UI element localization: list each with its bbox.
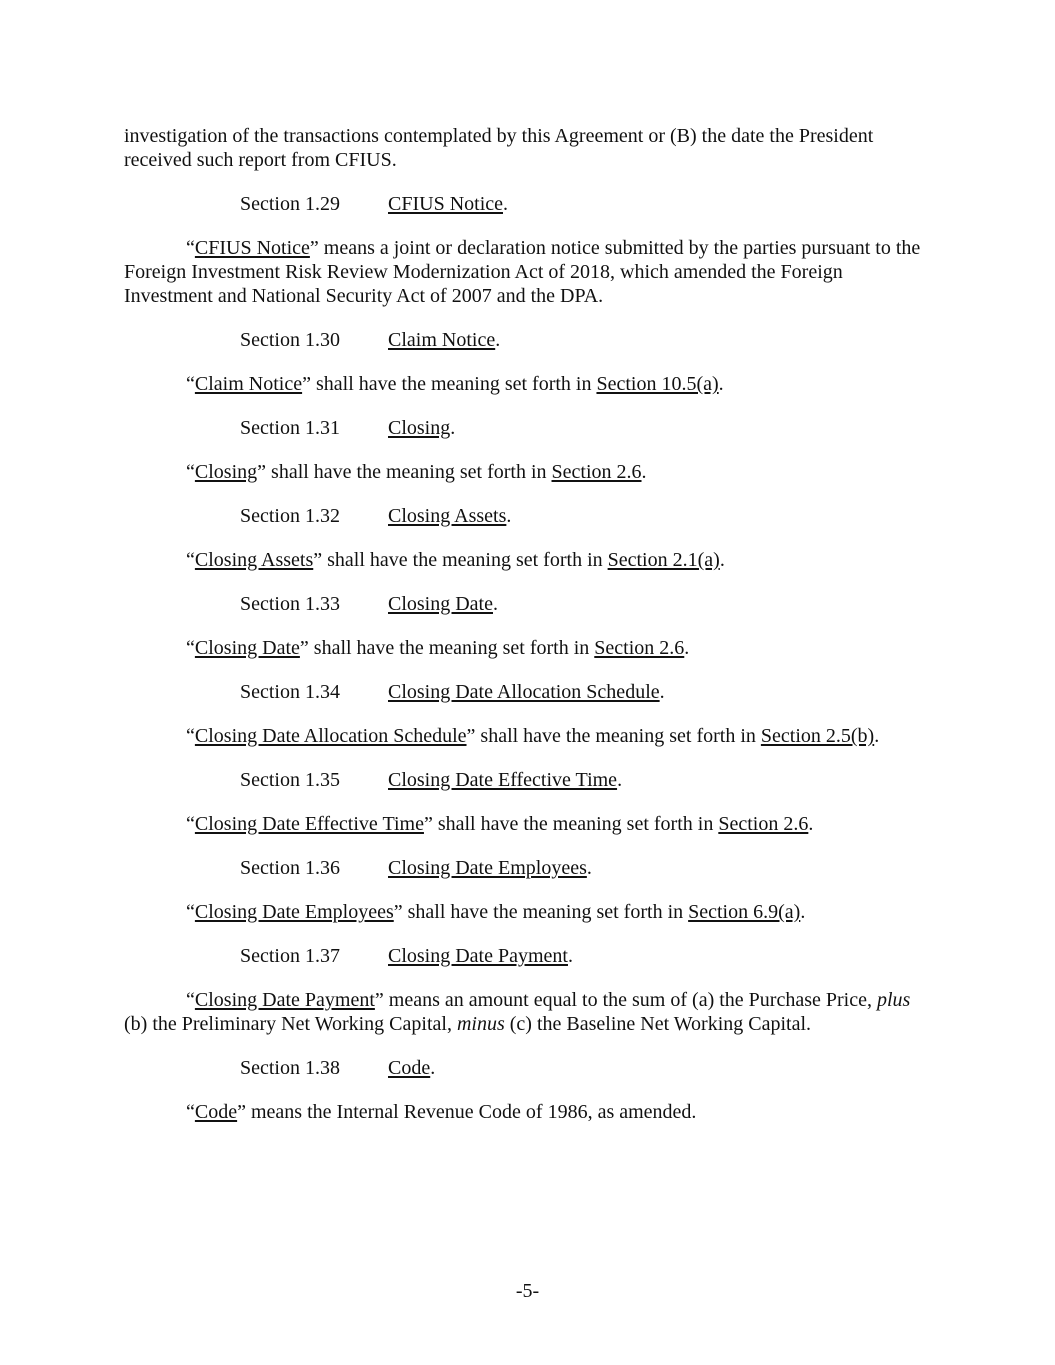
section-heading-1-29: Section 1.29 CFIUS Notice. [240, 193, 508, 215]
cross-reference: Section 2.6 [551, 461, 642, 483]
minus-word: minus [456, 1013, 505, 1035]
cross-reference: Section 10.5(a) [596, 373, 719, 395]
section-heading-1-35: Section 1.35 Closing Date Effective Time. [240, 769, 623, 791]
definition-closing: “Closing” shall have the meaning set forth in Section 2.6. [186, 461, 647, 483]
section-number: Section 1.34 [240, 681, 340, 703]
section-number: Section 1.37 [240, 945, 340, 967]
section-title: Closing Date Effective Time [388, 769, 618, 791]
cross-reference: Section 6.9(a) [688, 901, 801, 923]
definition-text: means a joint or declaration notice submitted by the parties pursuant to the Foreign Investment Risk Review Modernization Act of 2018, which amended the Foreign Investment and National Security Act of 2007 and the DPA. [124, 237, 921, 307]
defined-term: CFIUS Notice [194, 237, 310, 259]
section-heading-1-30: Section 1.30 Claim Notice. [240, 329, 501, 351]
cross-reference: Section 2.5(b) [760, 725, 875, 747]
definition-text: (c) the Baseline Net Working Capital. [504, 1013, 812, 1035]
definition-code: “Code” means the Internal Revenue Code of 1986, as amended. [186, 1101, 697, 1123]
definition-text: shall have the meaning set forth in [308, 637, 595, 659]
definition-claim-notice: “Claim Notice” shall have the meaning set forth in Section 10.5(a). [186, 373, 724, 395]
section-title: Closing Date Employees [388, 857, 587, 879]
definition-text: shall have the meaning set forth in [432, 813, 719, 835]
definition-closing-date-payment: “Closing Date Payment” means an amount equal to the sum of (a) the Purchase Price, plus (b) the Preliminary Net Working Capital, minus (c) the Baseline Net Working Capital. [124, 989, 911, 1035]
section-title: Claim Notice [388, 329, 496, 351]
defined-term: Closing Date Allocation Schedule [194, 725, 467, 747]
section-number: Section 1.30 [240, 329, 340, 351]
definition-text: means the Internal Revenue Code of 1986, as amended. [246, 1101, 697, 1123]
plus-word: plus [876, 989, 911, 1011]
defined-term: Closing Date Employees [194, 901, 394, 923]
section-number: Section 1.38 [240, 1057, 340, 1079]
definition-text: shall have the meaning set forth in [475, 725, 761, 747]
defined-term: Closing Date Effective Time [194, 813, 424, 835]
definition-text: (b) the Preliminary Net Working Capital, [124, 1013, 457, 1035]
definition-text: means an amount equal to the sum of (a) the Purchase Price, [383, 989, 877, 1011]
definition-text: shall have the meaning set forth in [310, 373, 597, 395]
section-heading-1-32: Section 1.32 Closing Assets. [240, 505, 512, 527]
definition-closing-assets: “Closing Assets” shall have the meaning set forth in Section 2.1(a). [186, 549, 725, 571]
page-content [124, 124, 924, 1144]
section-heading-1-34: Section 1.34 Closing Date Allocation Schedule. [240, 681, 665, 703]
definition-closing-date: “Closing Date” shall have the meaning set forth in Section 2.6. [186, 637, 690, 659]
cross-reference: Section 2.1(a) [607, 549, 720, 571]
section-number: Section 1.35 [240, 769, 340, 791]
defined-term: Closing Date [194, 637, 300, 659]
cross-reference: Section 2.6 [718, 813, 809, 835]
continued-paragraph: investigation of the transactions contemplated by this Agreement or (B) the date the President received such report from CFIUS. [124, 125, 874, 171]
definition-text: shall have the meaning set forth in [266, 461, 552, 483]
section-title: Closing Assets [388, 505, 507, 527]
defined-term: Code [194, 1101, 238, 1123]
definition-closing-date-effective-time: “Closing Date Effective Time” shall have the meaning set forth in Section 2.6. [186, 813, 814, 835]
page-number: -5- [515, 1280, 540, 1302]
definition-cfius-notice: “CFIUS Notice” means a joint or declaration notice submitted by the parties pursuant to the Foreign Investment Risk Review Modernization Act of 2018, which amended the Foreign Investment and National Security Act of 2007 and the DPA. [124, 237, 921, 307]
definition-text: shall have the meaning set forth in [322, 549, 608, 571]
section-heading-1-37: Section 1.37 Closing Date Payment. [240, 945, 573, 967]
section-heading-1-31: Section 1.31 Closing. [240, 417, 456, 439]
section-number: Section 1.32 [240, 505, 340, 527]
section-number: Section 1.36 [240, 857, 340, 879]
section-title: Closing Date Allocation Schedule [388, 681, 660, 703]
defined-term: Closing [194, 461, 258, 483]
section-number: Section 1.31 [240, 417, 340, 439]
definition-closing-date-employees: “Closing Date Employees” shall have the meaning set forth in Section 6.9(a). [186, 901, 806, 923]
cross-reference: Section 2.6 [594, 637, 685, 659]
section-title: Closing Date [388, 593, 493, 615]
section-heading-1-38: Section 1.38 Code. [240, 1057, 436, 1079]
section-title: Code [388, 1057, 431, 1079]
section-title: Closing [388, 417, 451, 439]
section-heading-1-36: Section 1.36 Closing Date Employees. [240, 857, 592, 879]
section-title: CFIUS Notice [388, 193, 503, 215]
defined-term: Closing Date Payment [194, 989, 375, 1011]
section-number: Section 1.33 [240, 593, 340, 615]
defined-term: Claim Notice [194, 373, 303, 395]
section-heading-1-33: Section 1.33 Closing Date. [240, 593, 498, 615]
defined-term: Closing Assets [194, 549, 314, 571]
definition-closing-date-allocation-schedule: “Closing Date Allocation Schedule” shall have the meaning set forth in Section 2.5(b). [186, 725, 880, 747]
section-number: Section 1.29 [240, 193, 340, 215]
section-title: Closing Date Payment [388, 945, 568, 967]
definition-text: shall have the meaning set forth in [402, 901, 689, 923]
